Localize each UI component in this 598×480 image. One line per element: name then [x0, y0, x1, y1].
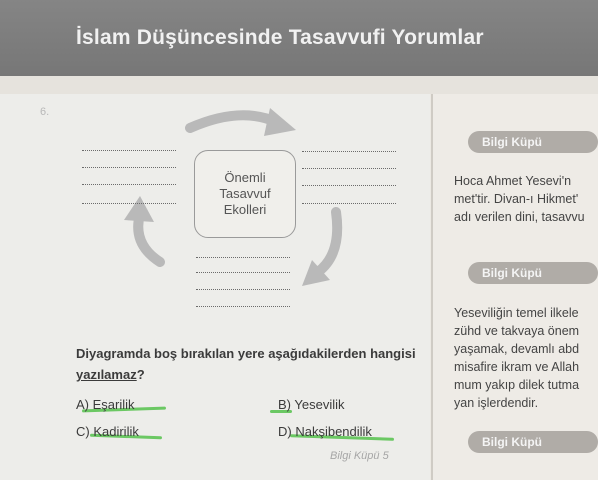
- info-line: adı verilen dini, tasavvu: [454, 210, 585, 224]
- question-text: Diyagramda boş bırakılan yere aşağıdakilerden hangisi: [76, 346, 416, 361]
- info-badge-label: Bilgi Küpü: [482, 435, 542, 449]
- blank-line-bottom-2: [196, 272, 290, 273]
- diagram-center-box: Önemli Tasavvuf Ekolleri: [194, 150, 296, 238]
- question-underlined-word: yazılamaz: [76, 367, 137, 382]
- info-line: met'tir. Divan-ı Hikmet': [454, 192, 579, 206]
- blank-line-right-4: [302, 203, 396, 204]
- question-prompt: [76, 343, 416, 385]
- info-badge-1: [468, 131, 598, 153]
- right-arrow-icon: [318, 212, 337, 272]
- info-text-block-2: [454, 304, 579, 412]
- info-line: yan işlerdendir.: [454, 396, 539, 410]
- info-line: mum yakıp dilek tutma: [454, 378, 580, 392]
- question-mark: ?: [136, 367, 145, 382]
- left-arrowhead-icon: [124, 196, 154, 222]
- info-badge-label: Bilgi Küpü: [482, 135, 542, 149]
- blank-line-right-2: [302, 168, 396, 169]
- blank-line-right-3: [302, 185, 396, 186]
- blank-line-bottom-1: [196, 257, 290, 258]
- info-badge-3: [468, 431, 598, 453]
- page-header: [0, 0, 598, 76]
- source-footnote: Bilgi Küpü 5: [330, 450, 389, 462]
- top-arrow-icon: [190, 115, 276, 128]
- blank-line-left-4: [82, 203, 176, 204]
- blank-line-right-1: [302, 151, 396, 152]
- blank-line-left-1: [82, 150, 176, 151]
- option-c[interactable]: C) Kadirilik: [76, 424, 139, 439]
- page-title: İslam Düşüncesinde Tasavvufi Yorumlar: [76, 26, 484, 49]
- option-d[interactable]: D) Nakşibendilik: [278, 424, 372, 439]
- blank-line-left-2: [82, 167, 176, 168]
- info-text-block-1: [454, 172, 585, 226]
- top-arrowhead-icon: [264, 108, 296, 136]
- info-line: yaşamak, devamlı abd: [454, 342, 580, 356]
- option-b[interactable]: B) Yesevilik: [278, 397, 345, 412]
- info-line: zühd ve takvaya önem: [454, 324, 580, 338]
- option-a[interactable]: A) Eşarilik: [76, 397, 135, 412]
- info-badge-label: Bilgi Küpü: [482, 266, 542, 280]
- info-line: misafire ikram ve Allah: [454, 360, 580, 374]
- header-subbar: [0, 76, 598, 94]
- blank-line-bottom-4: [196, 306, 290, 307]
- blank-line-bottom-3: [196, 289, 290, 290]
- question-number: 6.: [40, 106, 50, 118]
- info-badge-2: [468, 262, 598, 284]
- info-line: Yeseviliğin temel ilkele: [454, 306, 579, 320]
- info-line: Hoca Ahmet Yesevi'n: [454, 174, 572, 188]
- blank-line-left-3: [82, 184, 176, 185]
